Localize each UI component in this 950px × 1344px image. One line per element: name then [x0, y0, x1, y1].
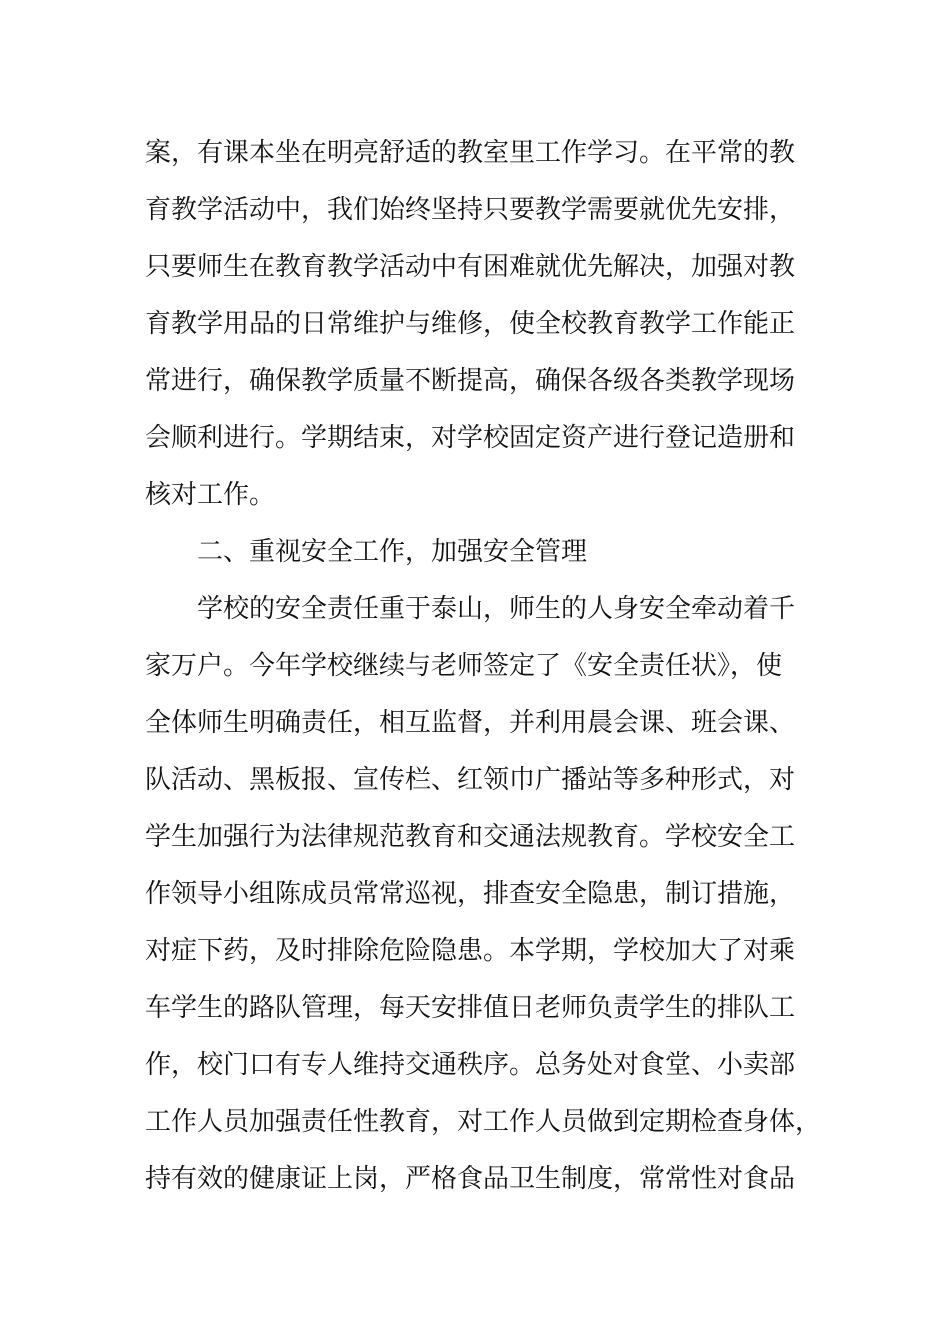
text-line: 案，有课本坐在明亮舒适的教室里工作学习。在平常的教 — [145, 138, 796, 168]
text-line: 核对工作。 — [145, 480, 276, 510]
text-line: 全体师生明确责任，相互监督，并利用晨会课、班会课、 — [145, 708, 796, 738]
section-heading: 二、重视安全工作，加强安全管理 — [197, 537, 588, 567]
text-line: 育教学活动中，我们始终坚持只要教学需要就优先安排， — [145, 195, 796, 225]
text-line: 作领导小组陈成员常常巡视，排查安全隐患，制订措施， — [145, 879, 796, 909]
body-text — [145, 125, 822, 1208]
text-line: 育教学用品的日常维护与维修，使全校教育教学工作能正 — [145, 309, 796, 339]
text-line: 对症下药，及时排除危险隐患。本学期，学校加大了对乘 — [145, 936, 796, 966]
text-line: 作，校门口有专人维持交通秩序。总务处对食堂、小卖部 — [145, 1050, 796, 1080]
text-line: 工作人员加强责任性教育，对工作人员做到定期检查身体， — [145, 1107, 822, 1137]
text-line: 常进行，确保教学质量不断提高，确保各级各类教学现场 — [145, 366, 796, 396]
text-line: 持有效的健康证上岗，严格食品卫生制度，常常性对食品 — [145, 1164, 796, 1194]
paragraph-first-line: 学校的安全责任重于泰山，师生的人身安全牵动着千 — [197, 594, 796, 624]
text-line: 会顺利进行。学期结束，对学校固定资产进行登记造册和 — [145, 423, 796, 453]
text-line: 学生加强行为法律规范教育和交通法规教育。学校安全工 — [145, 822, 796, 852]
text-line: 只要师生在教育教学活动中有困难就优先解决，加强对教 — [145, 252, 796, 282]
text-line: 车学生的路队管理，每天安排值日老师负责学生的排队工 — [145, 993, 796, 1023]
text-line: 队活动、黑板报、宣传栏、红领巾广播站等多种形式，对 — [145, 765, 796, 795]
text-line: 家万户。今年学校继续与老师签定了《安全责任状》，使 — [145, 651, 783, 681]
